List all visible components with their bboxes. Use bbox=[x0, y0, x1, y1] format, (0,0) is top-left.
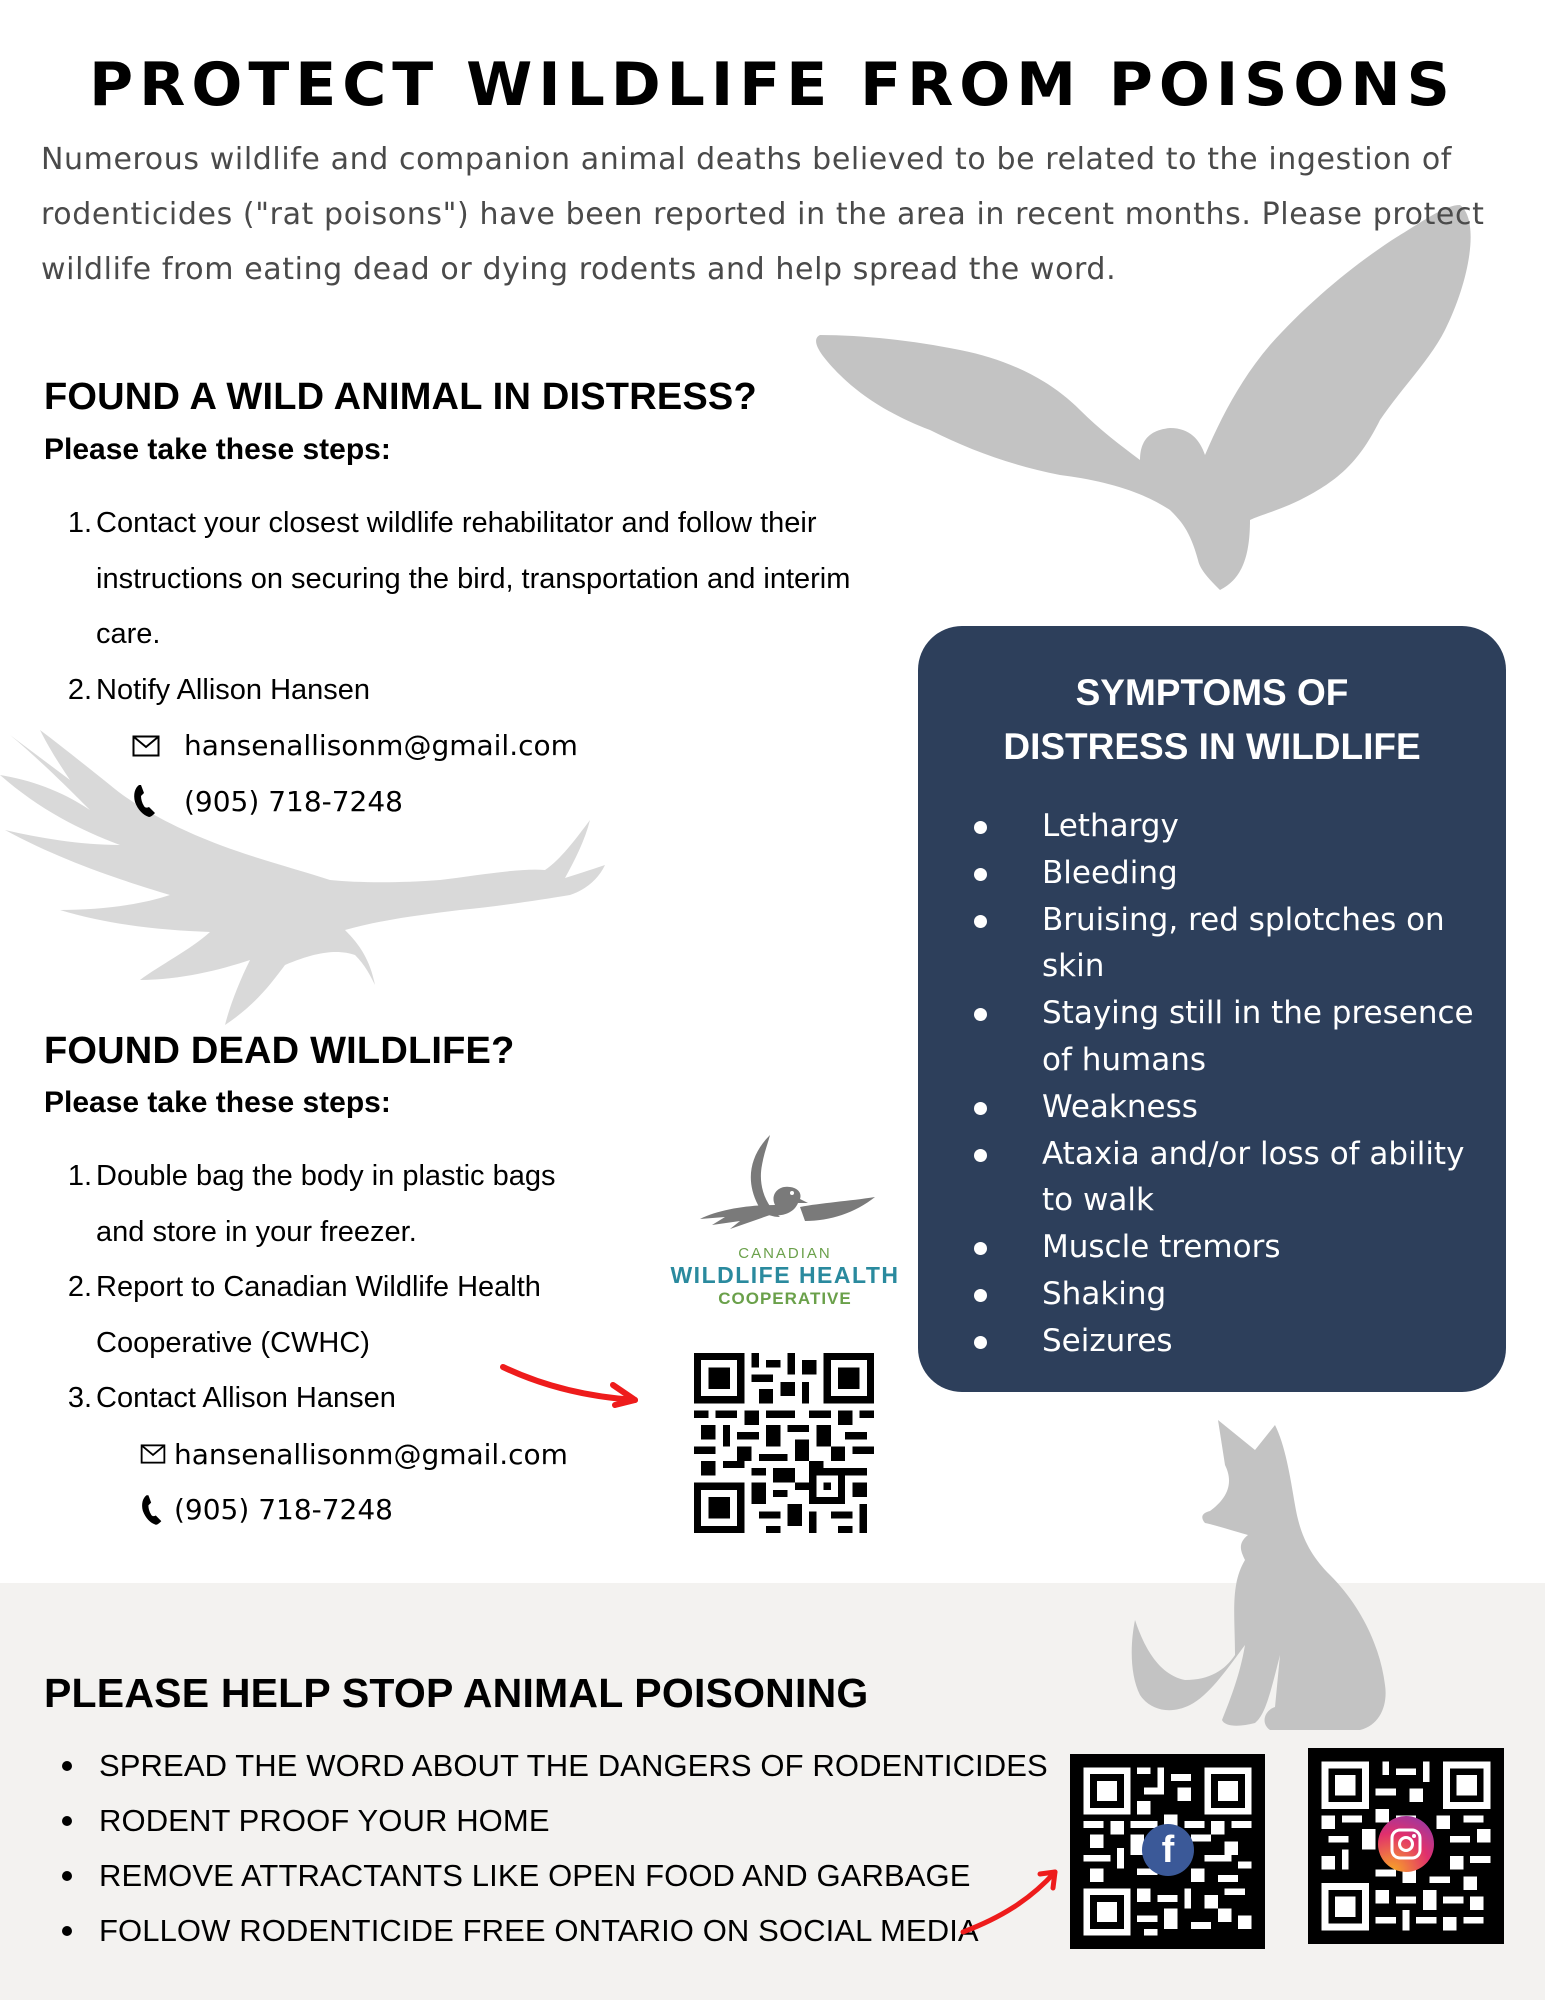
cwhc-qr-code[interactable] bbox=[694, 1353, 874, 1533]
step-number: 1. bbox=[67, 507, 92, 539]
envelope-icon bbox=[138, 1436, 168, 1472]
step-number: 2. bbox=[67, 673, 92, 706]
email-link[interactable]: hansenallisonm@gmail.com bbox=[174, 1437, 568, 1471]
step-item bbox=[42, 1149, 602, 1260]
phone-link[interactable]: (905) 718-7248 bbox=[174, 1493, 393, 1526]
phone-icon bbox=[138, 1492, 168, 1528]
cwhc-logo bbox=[670, 1125, 900, 1309]
distress-heading: FOUND A WILD ANIMAL IN DISTRESS? bbox=[44, 376, 757, 418]
phone-link[interactable]: (905) 718-7248 bbox=[184, 784, 403, 818]
dead-heading: FOUND DEAD WILDLIFE? bbox=[44, 1030, 515, 1072]
symptoms-title: SYMPTOMS OF DISTRESS IN WILDLIFE bbox=[1003, 672, 1421, 767]
arrow-icon bbox=[955, 1860, 1065, 1940]
step-number: 1. bbox=[67, 1160, 92, 1192]
phone-contact bbox=[128, 774, 862, 830]
phone-icon bbox=[128, 783, 164, 819]
help-item: SPREAD THE WORD ABOUT THE DANGERS OF RODENTICIDES bbox=[56, 1738, 1048, 1793]
symptoms-list bbox=[958, 803, 1498, 1365]
step-number: 3. bbox=[67, 1382, 92, 1414]
symptom-item: Bleeding bbox=[958, 850, 1498, 897]
page-title: PROTECT WILDLIFE FROM POISONS bbox=[89, 50, 1456, 120]
dead-subheading: Please take these steps: bbox=[44, 1086, 391, 1119]
arrow-icon bbox=[495, 1355, 645, 1415]
email-contact bbox=[128, 718, 862, 774]
symptoms-card bbox=[918, 626, 1506, 1392]
cwhc-logo-line3: COOPERATIVE bbox=[718, 1289, 852, 1308]
facebook-qr-code[interactable] bbox=[1070, 1754, 1265, 1949]
step-item bbox=[42, 496, 862, 663]
facebook-icon: f bbox=[1142, 1824, 1194, 1876]
cwhc-logo-line2: WILDLIFE HEALTH bbox=[670, 1262, 900, 1288]
step-text: Contact your closest wildlife rehabilitator and follow their instructions on securing the bird, transportation and interim care. bbox=[96, 507, 851, 650]
symptom-item: Shaking bbox=[958, 1271, 1498, 1318]
symptom-item: Lethargy bbox=[958, 803, 1498, 850]
help-item: FOLLOW RODENTICIDE FREE ONTARIO ON SOCIAL MEDIA bbox=[56, 1903, 1048, 1958]
distress-steps bbox=[42, 496, 862, 829]
help-heading: PLEASE HELP STOP ANIMAL POISONING bbox=[44, 1670, 869, 1716]
step-number: 2. bbox=[67, 1271, 92, 1303]
step-text: Report to Canadian Wildlife Health Cooperative (CWHC) bbox=[96, 1271, 541, 1359]
instagram-qr-code[interactable] bbox=[1308, 1748, 1504, 1944]
help-list bbox=[56, 1738, 1048, 1958]
envelope-icon bbox=[128, 728, 164, 764]
intro-paragraph: Numerous wildlife and companion animal deaths believed to be related to the ingestion of rodenticides ("rat poisons") have been reported in the area in recent months. Please protect wildlife from eating dead or dying rodents and help spread the word. bbox=[41, 142, 1485, 287]
symptom-item: Staying still in the presence of humans bbox=[958, 990, 1498, 1084]
step-item bbox=[42, 663, 862, 719]
symptom-item: Weakness bbox=[958, 1084, 1498, 1131]
symptom-item: Seizures bbox=[958, 1318, 1498, 1365]
email-contact bbox=[138, 1427, 602, 1483]
symptom-item: Bruising, red splotches on skin bbox=[958, 897, 1498, 991]
cwhc-logo-line1: CANADIAN bbox=[738, 1245, 832, 1262]
symptom-item: Ataxia and/or loss of ability to walk bbox=[958, 1131, 1498, 1225]
help-item: RODENT PROOF YOUR HOME bbox=[56, 1793, 1048, 1848]
step-text: Notify Allison Hansen bbox=[96, 673, 371, 706]
distress-subheading: Please take these steps: bbox=[44, 433, 391, 466]
cwhc-bird-icon bbox=[670, 1125, 900, 1245]
symptom-item: Muscle tremors bbox=[958, 1224, 1498, 1271]
dead-steps bbox=[42, 1149, 602, 1538]
email-link[interactable]: hansenallisonm@gmail.com bbox=[184, 729, 578, 762]
instagram-icon bbox=[1378, 1816, 1434, 1872]
help-item: REMOVE ATTRACTANTS LIKE OPEN FOOD AND GARBAGE bbox=[56, 1848, 1048, 1903]
phone-contact bbox=[138, 1482, 602, 1538]
step-text: Contact Allison Hansen bbox=[96, 1382, 396, 1414]
step-text: Double bag the body in plastic bags and store in your freezer. bbox=[96, 1160, 556, 1248]
